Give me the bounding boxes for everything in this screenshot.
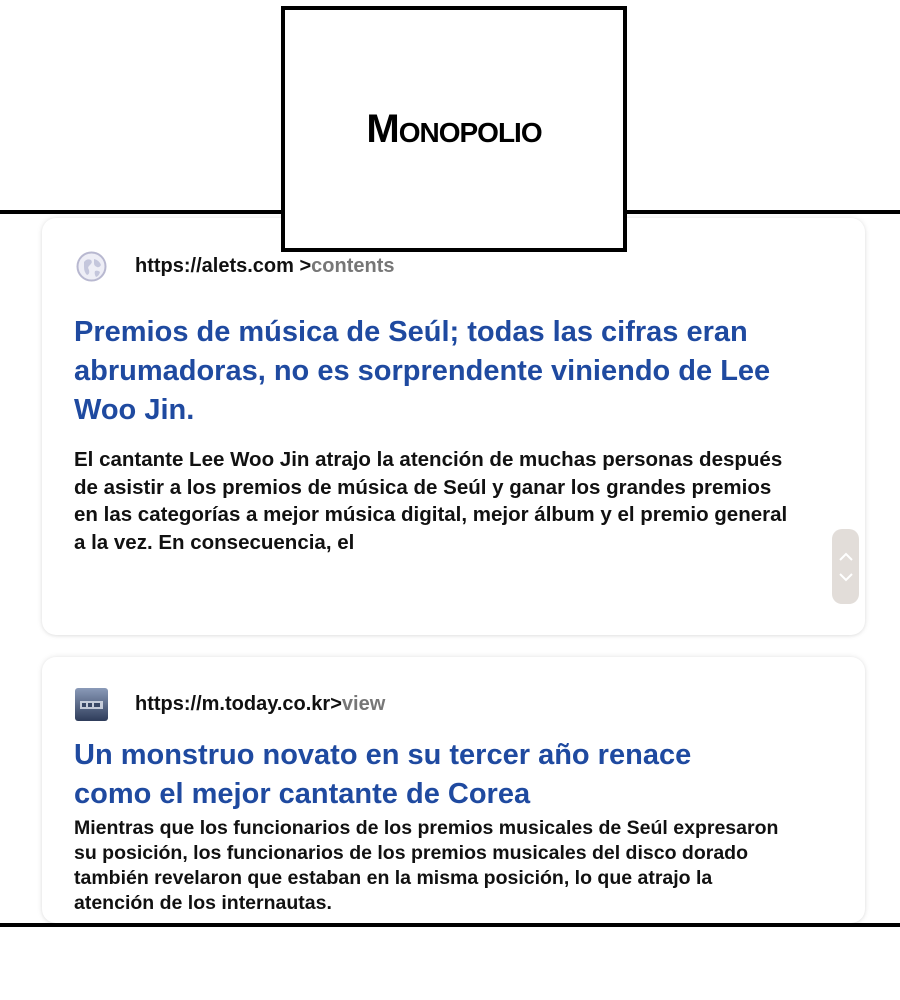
result-url: https://alets.com > [135, 255, 312, 277]
chevron-up-icon[interactable] [838, 551, 854, 563]
bottom-divider [0, 923, 900, 927]
result-url: https://m.today.co.kr> [135, 693, 342, 715]
page-title: Monopolio [366, 106, 542, 151]
result-headline[interactable]: Un monstruo novato en su tercer año renace como el mejor cantante de Corea [74, 739, 692, 810]
scroll-control[interactable] [832, 529, 859, 604]
search-result-card [42, 657, 865, 923]
result-headline[interactable]: Premios de música de Seúl; todas las cifras eran abrumadoras, no es sorprendente viniendo de Lee Woo Jin. [74, 316, 771, 426]
globe-icon [75, 250, 108, 283]
chevron-down-icon[interactable] [838, 571, 854, 583]
result-path: contents [311, 255, 395, 277]
result-source[interactable] [75, 688, 385, 721]
result-snippet: El cantante Lee Woo Jin atrajo la atención de muchas personas después de asistir a los premios de música de Seúl y ganar los grandes premios en las categorías a mejor música digital, mejor álbum y el premio general a la vez. En consecuencia, el [74, 448, 788, 554]
news-logo-icon [75, 688, 108, 721]
result-snippet: Mientras que los funcionarios de los premios musicales de Seúl expresaron su posición, los funcionarios de los premios musicales del disco dorado también revelaron que estaban en la misma posición, lo que atrajo la atención de los internautas. [74, 817, 779, 914]
result-source[interactable] [75, 250, 395, 283]
search-result-card [42, 218, 865, 635]
result-path: view [341, 693, 386, 715]
title-box [281, 6, 627, 252]
